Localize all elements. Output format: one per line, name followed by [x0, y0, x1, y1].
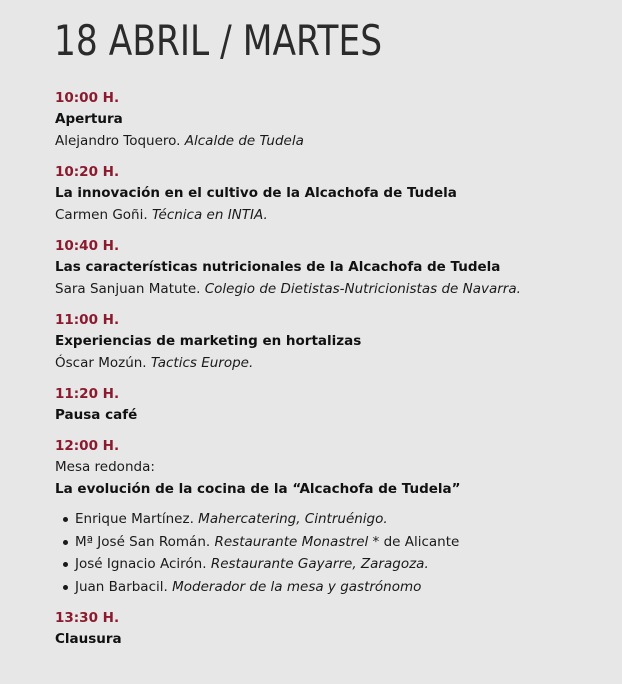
- session-1330: [55, 608, 615, 650]
- speaker-role: Colegio de Dietistas-Nutricionistas de Navarra.: [204, 281, 521, 297]
- session-title: La innovación en el cultivo de la Alcachofa de Tudela: [55, 185, 457, 201]
- session-speaker: [55, 204, 615, 226]
- session-1020: [55, 162, 615, 226]
- panelist-name: Mª José San Román.: [75, 533, 211, 550]
- panelist-suffix: * de Alicante: [368, 533, 460, 550]
- panelist-item: [75, 553, 615, 576]
- panelist-role: Moderador de la mesa y gastrónomo: [172, 578, 422, 595]
- speaker-name: Alejandro Toquero.: [55, 133, 181, 149]
- session-time: 12:00 H.: [55, 438, 120, 454]
- speaker-role: Alcalde de Tudela: [184, 133, 304, 149]
- panelist-role: Restaurante Gayarre, Zaragoza.: [210, 556, 429, 572]
- session-1040: [55, 236, 615, 300]
- panelist-list: [55, 508, 615, 598]
- program-list: [55, 88, 615, 660]
- session-time: 10:20 H.: [55, 164, 120, 180]
- panelist-name: Juan Barbacil.: [75, 578, 168, 595]
- speaker-role: Técnica en INTIA.: [151, 207, 268, 223]
- page-title: 18 ABRIL / MARTES: [54, 16, 383, 65]
- panelist-item: [75, 508, 615, 531]
- session-speaker: [55, 130, 615, 152]
- session-1200: [55, 436, 615, 598]
- session-intro: Mesa redonda:: [55, 459, 155, 475]
- session-time: 11:00 H.: [55, 312, 120, 328]
- session-speaker: [55, 352, 615, 374]
- session-title: Clausura: [55, 631, 122, 647]
- speaker-name: Carmen Goñi.: [55, 207, 148, 223]
- speaker-name: Sara Sanjuan Matute.: [55, 281, 201, 297]
- panelist-role: Restaurante Monastrel: [214, 533, 369, 550]
- session-title: Experiencias de marketing en hortalizas: [55, 333, 362, 349]
- session-title: La evolución de la cocina de la “Alcachofa de Tudela”: [55, 481, 461, 497]
- speaker-name: Óscar Mozún.: [55, 355, 147, 371]
- panelist-item: [75, 576, 615, 599]
- session-1120: [55, 384, 615, 426]
- session-time: 10:00 H.: [55, 90, 120, 106]
- session-1000: [55, 88, 615, 152]
- session-time: 11:20 H.: [55, 386, 120, 402]
- panelist-role: Mahercatering, Cintruénigo.: [198, 511, 388, 527]
- panelist-name: Enrique Martínez.: [75, 511, 194, 527]
- session-speaker: [55, 278, 615, 300]
- panelist-name: José Ignacio Acirón.: [75, 556, 207, 572]
- session-title: Pausa café: [55, 407, 138, 423]
- session-title: Las características nutricionales de la Alcachofa de Tudela: [55, 259, 501, 275]
- session-1100: [55, 310, 615, 374]
- panelist-item: [75, 531, 615, 554]
- session-time: 13:30 H.: [55, 610, 120, 626]
- session-title: Apertura: [55, 111, 123, 127]
- session-time: 10:40 H.: [55, 238, 120, 254]
- speaker-role: Tactics Europe.: [150, 355, 254, 371]
